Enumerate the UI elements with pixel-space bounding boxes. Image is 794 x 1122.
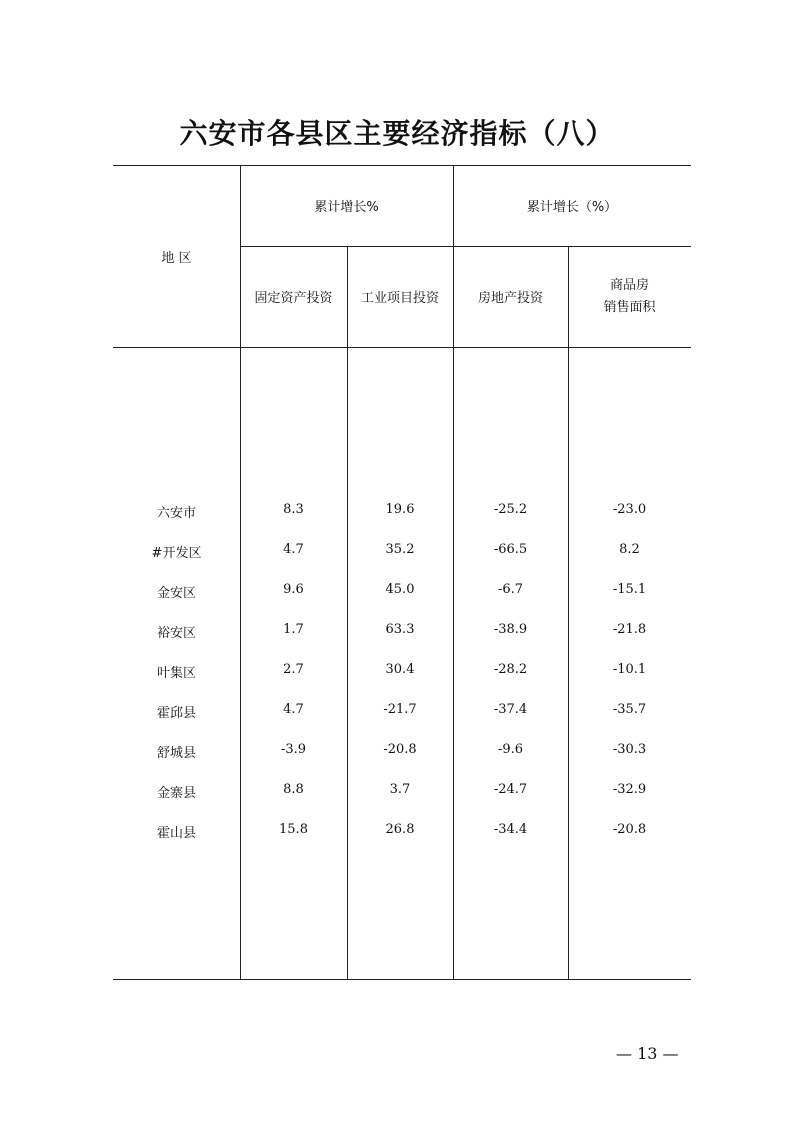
real-estate-investment-cell: -25.2 xyxy=(493,502,528,517)
page-title: 六安市各县区主要经济指标（八） xyxy=(179,117,615,150)
fixed-asset-investment-cell: -3.9 xyxy=(280,742,307,757)
region-cell: 裕安区 xyxy=(156,626,196,641)
region-cell: 叶集区 xyxy=(156,666,196,681)
region-cell: 舒城县 xyxy=(156,746,196,761)
fixed-asset-investment-cell: 9.6 xyxy=(283,582,304,597)
commercial-housing-sales-area-cell: -21.8 xyxy=(612,622,647,637)
commercial-housing-sales-area-cell: -20.8 xyxy=(612,822,647,837)
region-cell: #开发区 xyxy=(151,546,202,561)
fixed-asset-investment-cell: 8.8 xyxy=(283,782,304,797)
group-header-cumulative-growth: 累计增长% xyxy=(314,200,379,215)
fixed-asset-investment-cell: 1.7 xyxy=(283,622,304,637)
commercial-housing-sales-area-cell: -30.3 xyxy=(612,742,647,757)
commercial-housing-sales-area-cell: -35.7 xyxy=(612,702,647,717)
region-cell: 霍邱县 xyxy=(156,706,196,721)
industrial-project-investment-cell: 19.6 xyxy=(385,502,415,517)
column-header-fixed-asset-investment: 固定资产投资 xyxy=(254,291,333,306)
region-cell: 霍山县 xyxy=(156,826,196,841)
industrial-project-investment-cell: 45.0 xyxy=(385,582,415,597)
fixed-asset-investment-cell: 2.7 xyxy=(283,662,304,677)
column-header-line-1: 商品房 xyxy=(609,277,649,293)
fixed-asset-investment-cell: 15.8 xyxy=(279,822,308,837)
real-estate-investment-cell: -66.5 xyxy=(493,542,528,557)
fixed-asset-investment-cell: 4.7 xyxy=(283,702,304,717)
column-divider-1 xyxy=(347,246,348,980)
column-header-industrial-project-investment: 工业项目投资 xyxy=(360,291,439,306)
region-cell: 六安市 xyxy=(156,506,196,521)
header-bottom-rule xyxy=(113,347,691,348)
column-header-commercial-housing-sales-area xyxy=(568,246,691,347)
real-estate-investment-cell: -38.9 xyxy=(493,622,528,637)
commercial-housing-sales-area-cell: -32.9 xyxy=(612,782,647,797)
commercial-housing-sales-area-cell: -15.1 xyxy=(612,582,647,597)
industrial-project-investment-cell: -20.8 xyxy=(383,742,417,757)
column-header-line-2: 销售面积 xyxy=(603,299,656,315)
column-divider-3 xyxy=(568,246,569,980)
column-header-real-estate-investment: 房地产投资 xyxy=(477,291,543,306)
commercial-housing-sales-area-cell: -10.1 xyxy=(612,662,647,677)
industrial-project-investment-cell: 3.7 xyxy=(389,782,411,797)
group-header-cumulative-growth-pct: 累计增长（%） xyxy=(526,200,618,215)
industrial-project-investment-cell: 26.8 xyxy=(385,822,415,837)
industrial-project-investment-cell: 30.4 xyxy=(385,662,415,677)
real-estate-investment-cell: -24.7 xyxy=(493,782,528,797)
industrial-project-investment-cell: -21.7 xyxy=(383,702,417,717)
region-cell: 金寨县 xyxy=(156,786,196,801)
fixed-asset-investment-cell: 8.3 xyxy=(283,502,304,517)
real-estate-investment-cell: -6.7 xyxy=(497,582,524,597)
economic-indicators-table xyxy=(113,165,691,980)
table-bottom-rule xyxy=(113,979,691,980)
real-estate-investment-cell: -9.6 xyxy=(497,742,524,757)
region-column-header: 地 区 xyxy=(161,250,192,266)
region-cell: 金安区 xyxy=(156,586,196,601)
real-estate-investment-cell: -34.4 xyxy=(493,822,528,837)
page-number: — 13 — xyxy=(616,1044,679,1063)
real-estate-investment-cell: -37.4 xyxy=(493,702,528,717)
industrial-project-investment-cell: 63.3 xyxy=(385,622,415,637)
real-estate-investment-cell: -28.2 xyxy=(493,662,528,677)
commercial-housing-sales-area-cell: 8.2 xyxy=(619,542,640,557)
industrial-project-investment-cell: 35.2 xyxy=(385,542,415,557)
commercial-housing-sales-area-cell: -23.0 xyxy=(612,502,647,517)
fixed-asset-investment-cell: 4.7 xyxy=(283,542,304,557)
